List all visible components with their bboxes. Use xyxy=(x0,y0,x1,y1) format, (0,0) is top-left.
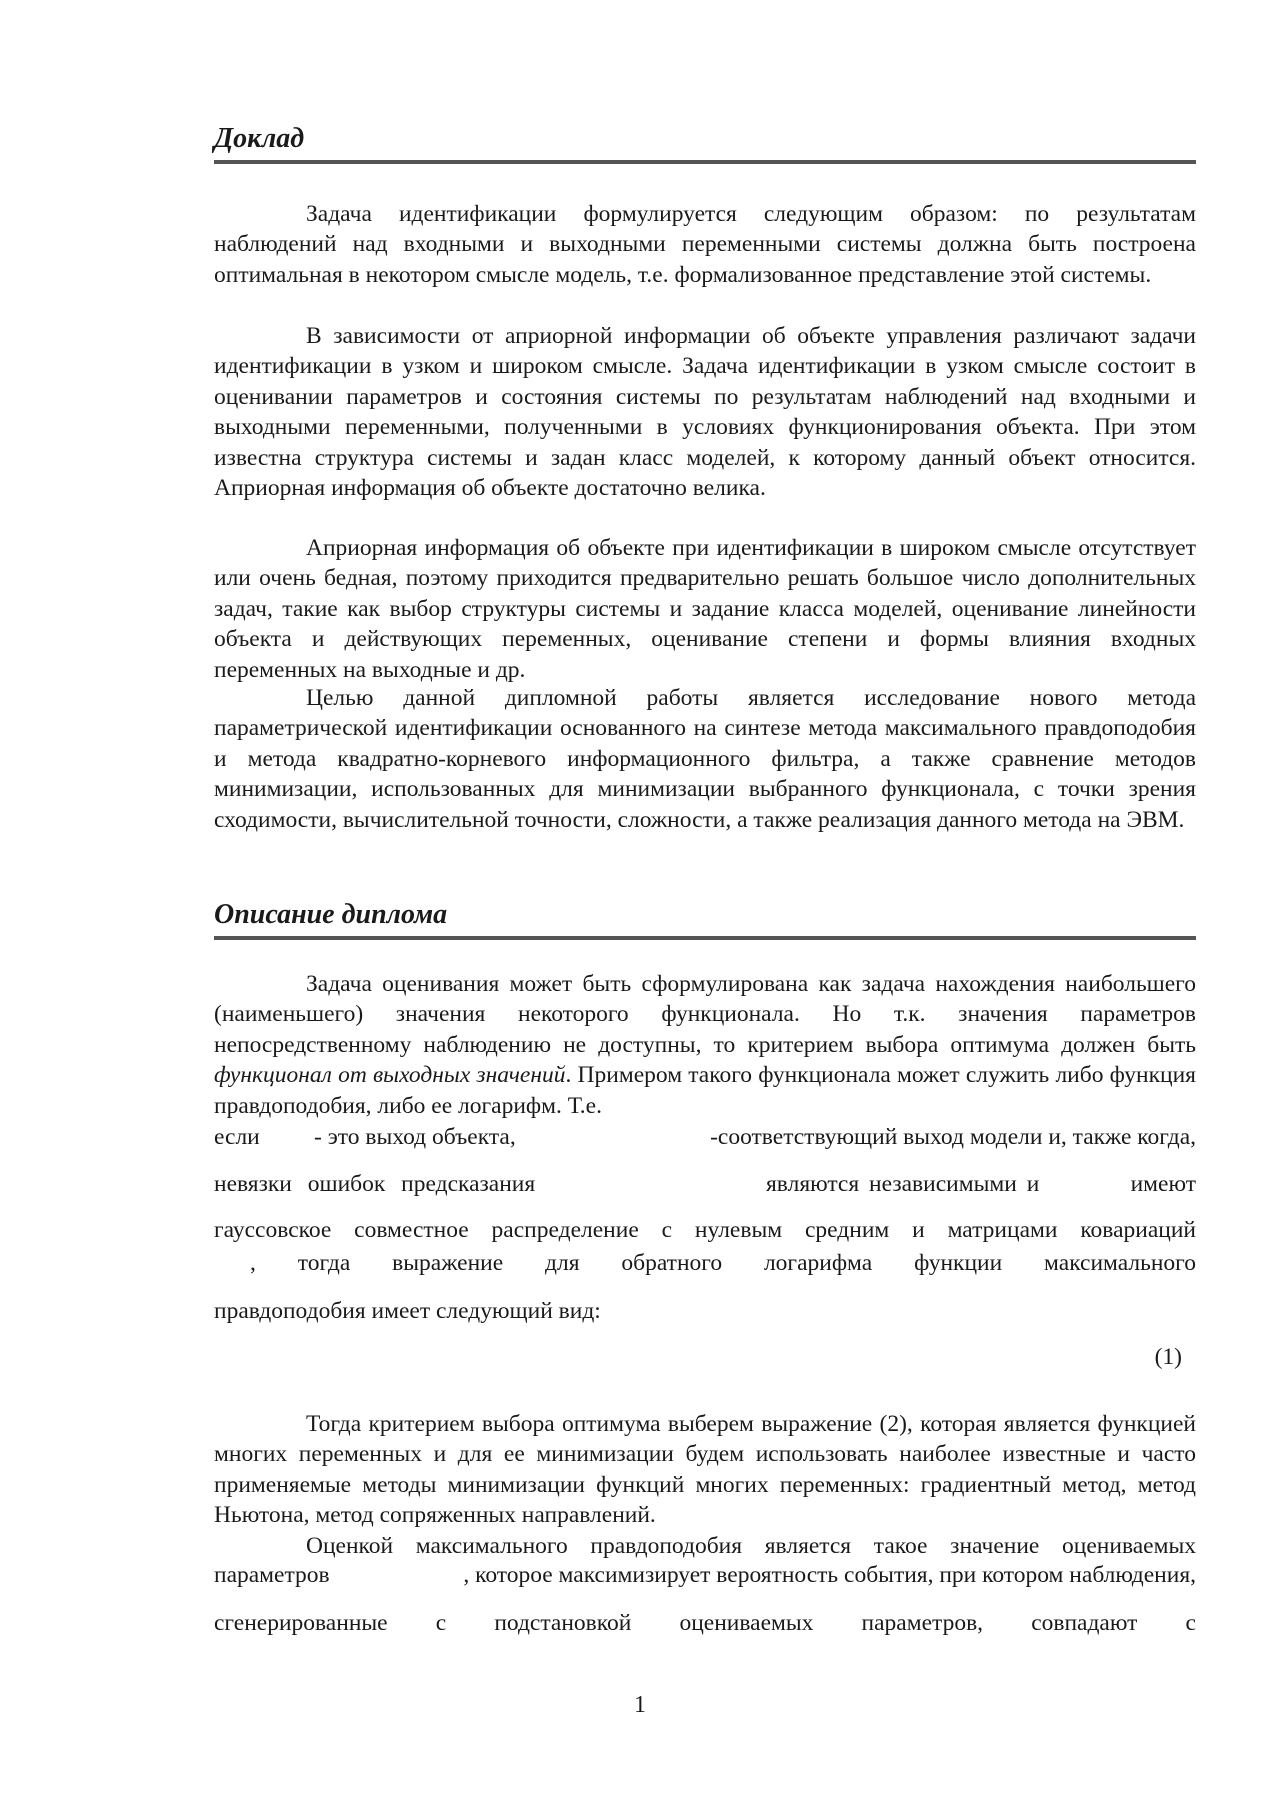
paragraph-5-text-b: . Примером такого функционала может служить либо функция правдоподобия, либо ее логарифм. Т.е. xyxy=(214,1062,1196,1119)
line-togda-w6: функции xyxy=(914,1250,1003,1276)
line-togda-w5: логарифма xyxy=(763,1250,873,1276)
line-pravdo: правдоподобия имеет следующий вид: xyxy=(214,1298,601,1324)
section-title-doklad: Доклад xyxy=(214,122,1196,164)
paragraph-4: Целью данной дипломной работы является исследование нового метода параметрической идентификации основанного на синтезе метода максимального правдоподобия и метода квадратно-корневого информационного фильтра, а также сравнение методов минимизации, использованных для минимизации выбранного функционала, с точки зрения сходимости, вычислительной точности, сложности, а также реализация данного метода на ЭВМ. xyxy=(214,685,1196,833)
line-nevyazki-c: имеют xyxy=(1130,1171,1196,1197)
line-sgen-w3: оцениваемых xyxy=(679,1610,814,1636)
line-togda-w0: , xyxy=(250,1250,256,1276)
line-sgen-w5: совпадают xyxy=(1031,1610,1138,1636)
paragraph-7: Оценкой максимального правдоподобия является такое значение оцениваемых xyxy=(306,1533,1196,1559)
line-togda-w4: обратного xyxy=(621,1250,723,1276)
paragraph-3: Априорная информация об объекте при идентификации в широком смысле отсутствует или очень бедная, поэтому приходится предварительно решать большое число дополнительных задач, такие как выбор структуры системы и задание класса моделей, оценивание линейности объекта и действующих переменных, оценивание степени и формы влияния входных переменных на выходные и др. xyxy=(214,535,1196,683)
line-nevyazki-b: являются независимыми и xyxy=(766,1171,1040,1197)
line-param-b: , которое максимизирует вероятность события, при котором наблюдения, xyxy=(463,1562,1196,1588)
page-number: 1 xyxy=(634,1692,646,1718)
line-togda-w2: выражение xyxy=(392,1250,504,1276)
line-togda xyxy=(250,1248,1196,1278)
paragraph-5-italic: функционал от выходных значений xyxy=(214,1062,566,1089)
line-gauss-text: гауссовское совместное распределение с нулевым средним и матрицами ковариаций xyxy=(214,1217,1196,1243)
line-sgen-w1: с xyxy=(435,1610,447,1636)
paragraph-2: В зависимости от априорной информации об объекте управления различают задачи идентификации в узком и широком смысле. Задача идентификации в узком смысле состоит в оценивании параметров и состояния системы по результатам наблюдений над входными и выходными переменными, полученными в условиях функционирования объекта. При этом известна структура системы и задан класс моделей, к которому данный объект относится. Априорная информация об объекте достаточно велика. xyxy=(214,323,1196,502)
paragraph-5-text-a: Задача оценивания может быть сформулирована как задача нахождения наибольшего (наименьшего) значения некоторого функционала. Но т.к. значения параметров непосредственному наблюдению не доступны, то критерием выбора оптимума должен быть xyxy=(214,971,1196,1058)
line-param-a: параметров xyxy=(214,1562,330,1588)
line-esli-c: -соответствующий выход модели и, также когда, xyxy=(710,1124,1196,1150)
line-gauss xyxy=(214,1215,1196,1245)
line-togda-w7: максимального xyxy=(1044,1250,1196,1276)
line-sgen-w4: параметров, xyxy=(861,1610,984,1636)
equation-number: (1) xyxy=(1154,1344,1182,1370)
paragraph-6: Тогда критерием выбора оптимума выберем выражение (2), которая является функцией многих переменных и для ее минимизации будем использовать наиболее известные и часто применяемые методы минимизации функций многих переменных: градиентный метод, метод Ньютона, метод сопряженных направлений. xyxy=(214,1411,1196,1529)
paragraph-1: Задача идентификации формулируется следующим образом: по результатам наблюдений над входными и выходными переменными системы должна быть построена оптимальная в некотором смысле модель, т.е. формализованное представление этой системы. xyxy=(214,201,1196,288)
line-sgen xyxy=(214,1608,1196,1638)
paragraph-5 xyxy=(214,969,1196,1121)
line-esli-a: если xyxy=(214,1124,260,1150)
section-title-opisanie: Описание диплома xyxy=(214,898,1196,940)
line-togda-w3: для xyxy=(545,1250,580,1276)
line-sgen-w2: подстановкой xyxy=(494,1610,632,1636)
line-esli-b: - это выход объекта, xyxy=(314,1124,516,1150)
line-togda-w1: тогда xyxy=(297,1250,351,1276)
line-sgen-w0: сгенерированные xyxy=(214,1610,388,1636)
line-sgen-w6: с xyxy=(1185,1610,1196,1636)
line-nevyazki-a: невязки ошибок предсказания xyxy=(214,1171,536,1197)
